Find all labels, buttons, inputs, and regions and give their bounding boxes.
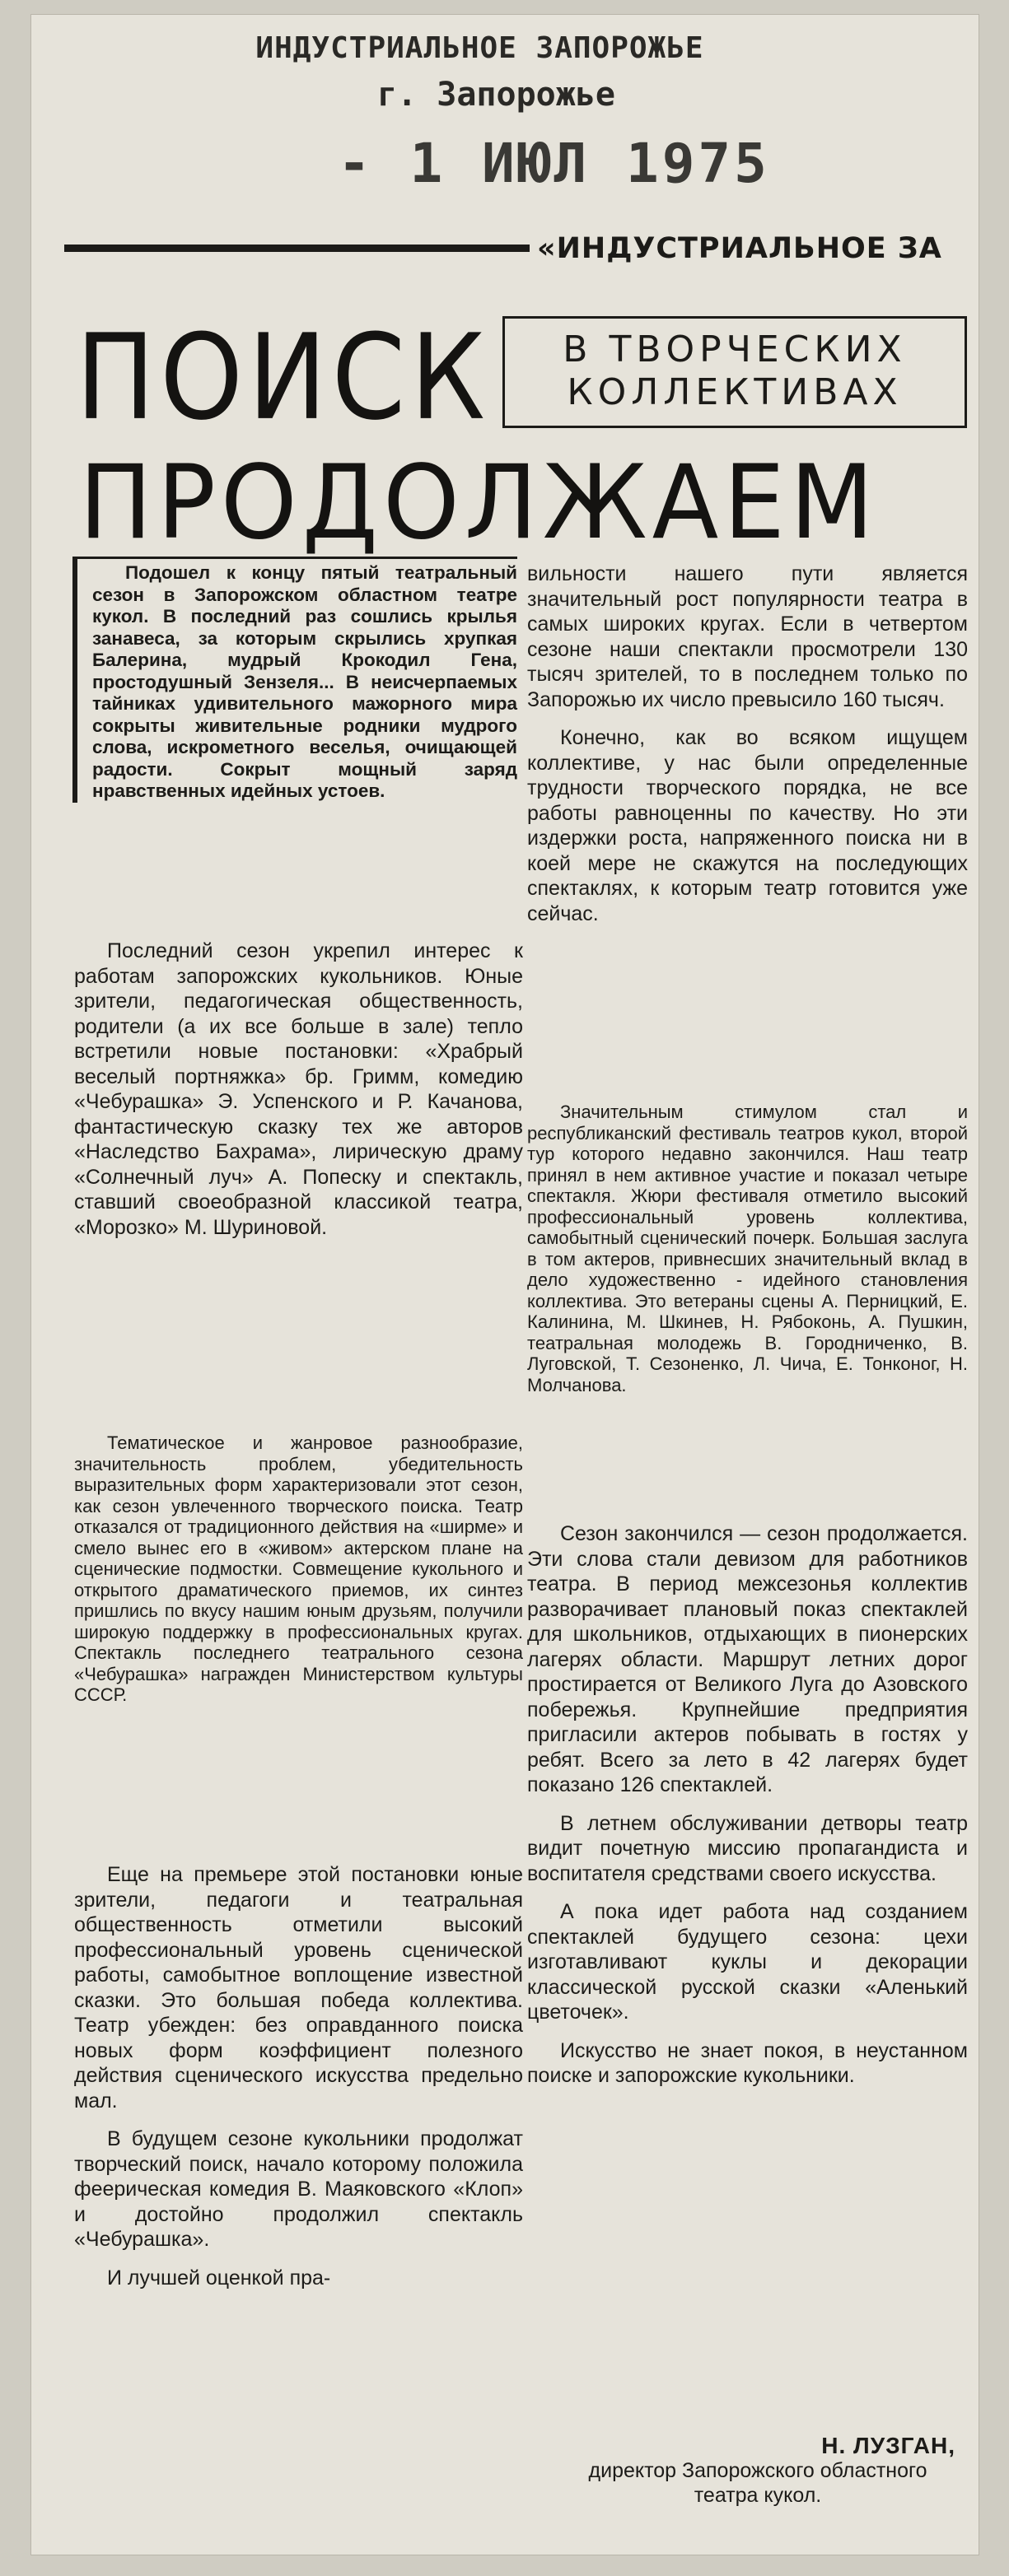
paragraph: Сезон закончился — сезон продолжается. Эти слова стали девизом для работников театра. В период межсезонья коллектив разворачивает плановый показ спектаклей для школьников, отдыхающих в пионерских лагерях области. Маршрут летних дорог простирается от Великого Луга до Азовского побережья. Крупнейшие предприятия пригласили актеров побывать в гостях у ребят. Всего за лето в 42 лагерях будет показано 126 спектаклей. [527,1522,968,1796]
paragraph: Искусство не знает покоя, в неустанном поиске и запорожские кукольники. [527,2038,968,2087]
stamp-date: - 1 ИЮЛ 1975 [338,132,770,195]
paragraph: В летнем обслуживании детворы театр видит почетную миссию пропагандиста и воспитателя средствами своего искусства. [527,1811,968,1885]
signature [527,2434,955,2508]
lead-paragraph [72,557,517,803]
masthead-rule [64,245,530,252]
left-column-block-1 [74,939,523,1253]
author-position: директор Запорожского областного театра кукол. [588,2459,927,2507]
paragraph: Конечно, как во всяком ищущем коллективе, у нас были определенные трудности творческого порядка, не все работы равноценны по качеству. Но эти издержки роста, напряженного поиска ни в коей мере не скажутся на последующих спектаклях, к которым театр готовится уже сейчас. [527,726,968,925]
paragraph: Еще на премьере этой постановки юные зрители, педагоги и театральная общественность отметили высокий профессиональный уровень сценической работы, самобытное воплощение известной сказки. Это большая победа коллектива. Театр убежден: без оправданного поиска новых форм коэффициент полезного действия сценического искусства предельно мал. [74,1863,523,2113]
headline-line-2: ПРОДОЛЖАЕМ [79,442,879,562]
stamp-publication: ИНДУСТРИАЛЬНОЕ ЗАПОРОЖЬЕ [255,31,704,65]
left-column-block-3 [74,1862,523,2303]
rubric-line-2: КОЛЛЕКТИВАХ [567,371,903,413]
paragraph: И лучшей оценкой пра- [107,2266,331,2290]
paragraph: В будущем сезоне кукольники продолжат творческий поиск, начало которому положила феерическая комедия В. Маяковского «Клоп» и достойно продолжил спектакль «Чебурашка». [74,2127,523,2251]
rubric-box [502,316,967,428]
masthead: «ИНДУСТРИАЛЬНОЕ ЗА [537,232,942,265]
lead-text: Подошел к концу пятый театральный сезон в Запорожском областном театре кукол. В последний раз сошлись крылья занавеса, за которым скрылись хрупкая Балерина, мудрый Крокодил Гена, простодушный Зензеля... В неисчерпаемых тайниках удивительного мажорного мира сокрыты живительные родники мудрого слова, искрометного веселья, очищающей радости. Сокрыт мощный заряд нравственных идейных устоев. [92,562,517,801]
right-column-block-2 [527,1102,968,1409]
right-column-block-3 [527,1521,968,2102]
left-column-block-2 [74,1432,523,1719]
paragraph: Тематическое и жанровое разнообразие, значительность проблем, убедительность выразительных форм характеризовали этот сезон, как сезон увлеченного творческого поиска. Театр отказался от традиционного действия на «ширме» и смело вынес его в «живом» актерском плане на сценические подмостки. Совмещение кукольного и открытого драматического приемов, их синтез пришлись по вкусу нашим юным друзьям, получили широкую поддержку в профессиональных кругах. Спектакль последнего театрального сезона «Чебурашка» награжден Министерством культуры СССР. [74,1432,523,1705]
right-column-block-1 [527,561,968,939]
paragraph: Значительным стимулом стал и республиканский фестиваль театров кукол, второй тур которого недавно закончился. Наш театр принял в нем активное участие и показал четыре спектакля. Жюри фестиваля отметило высокий профессиональный уровень коллектива, самобытный сценический почерк. Большая заслуга в том актеров, привнесших значительный вклад в дело художественно - идейного становления коллектива. Это ветераны сцены А. Перницкий, Е. Калинина, М. Шкинев, Н. Рябоконь, А. Пушкин, театральная молодежь В. Городниченко, В. Луговской, Т. Сезоненко, Л. Чича, Е. Тонконог, Н. Молчанова. [527,1102,968,1395]
headline-line-1: ПОИСК [76,309,490,447]
rubric-line-1: В ТВОРЧЕСКИХ [563,328,907,370]
author-name: Н. ЛУЗГАН, [821,2433,955,2458]
paragraph: Последний сезон укрепил интерес к работам запорожских кукольников. Юные зрители, педагогическая общественность, родители (а их все больше в зале) тепло встретили новые постановки: «Храбрый веселый портняжка» бр. Гримм, комедию «Чебурашка» Э. Успенского и Р. Качанова, фантастическую сказку тех же авторов «Наследство Бахрама», лирическую драму «Солнечный луч» А. Попеску и спектакль, ставший своеобразной классикой театра, «Морозко» М. Шуриновой. [74,939,523,1239]
paragraph: вильности нашего пути является значительный рост популярности театра в самых широких кругах. Если в четвертом сезоне наши спектакли просмотрели 130 тысяч зрителей, то в последнем только по Запорожью их число превысило 160 тысяч. [527,562,968,711]
stamp-city: г. Запорожье [377,76,615,114]
paragraph: А пока идет работа над созданием спектаклей будущего сезона: цехи изготавливают куклы и декорации классической русской сказки «Аленький цветочек». [527,1900,968,2024]
